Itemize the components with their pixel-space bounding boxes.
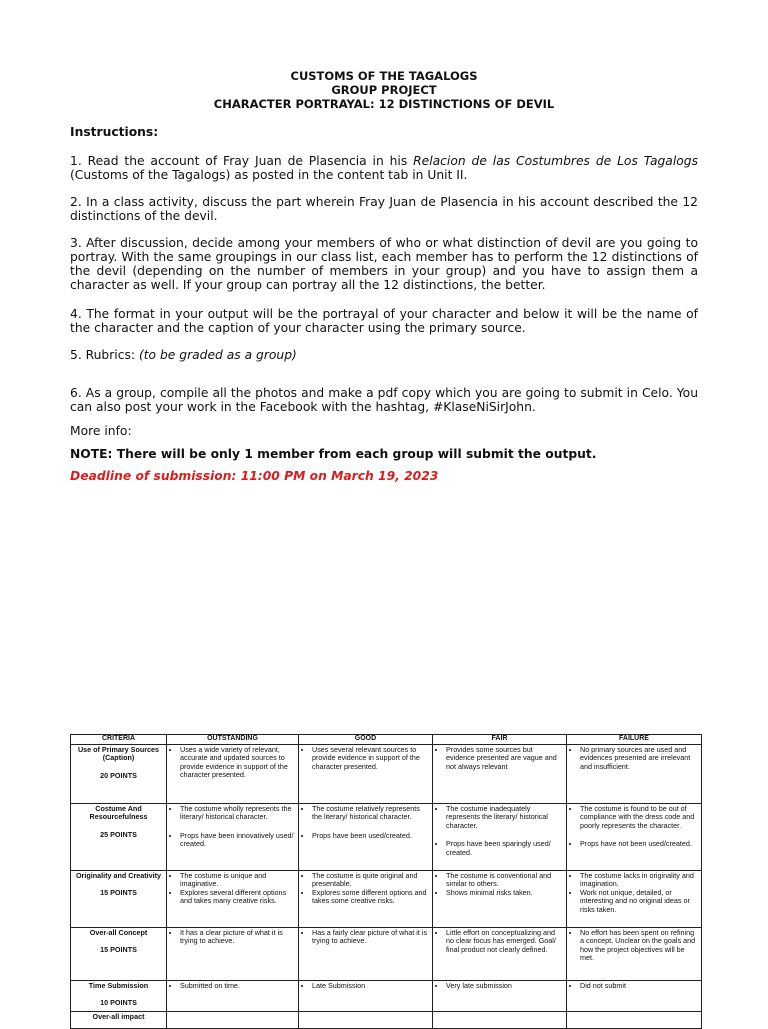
- criteria-cell: [71, 980, 167, 1011]
- fair-list: [436, 929, 563, 955]
- rubric-bullet: • Props have been used/created.: [312, 832, 429, 841]
- criteria-cell: [71, 927, 167, 980]
- criteria-points: 10 POINTS: [100, 998, 137, 1008]
- outstanding-list: [170, 746, 295, 780]
- instruction-1: [70, 154, 698, 182]
- fair-cell: [433, 803, 567, 870]
- fair-list: [436, 872, 563, 898]
- instruction-6: 6. As a group, compile all the photos and make a pdf copy which you are going to submit in Celo. You can also post your work in the Facebook with the hashtag, #KlaseNiSirJohn.: [70, 386, 698, 414]
- criteria-name: Costume And Resourcefulness: [89, 803, 148, 822]
- header-failure: FAILURE: [567, 735, 702, 745]
- header-criteria: CRITERIA: [71, 735, 167, 745]
- note: NOTE: There will be only 1 member from each group will submit the output.: [70, 447, 597, 461]
- rubric-row: [71, 1011, 702, 1028]
- good-cell: [299, 980, 433, 1011]
- criteria-points: 20 POINTS: [100, 770, 137, 780]
- deadline: Deadline of submission: 11:00 PM on March 19, 2023: [70, 469, 439, 483]
- criteria-cell: [71, 744, 167, 803]
- rubric-bullet: • No effort has been spent on refining a concept. Unclear on the goals and how the project objectives will be met.: [580, 929, 698, 963]
- good-list: [302, 982, 429, 991]
- rubric-bullet: • The costume is found to be out of compliance with the dress code and poorly represents the character.: [580, 805, 698, 831]
- rubric-bullet: • The costume wholly represents the literary/ historical character.: [180, 805, 295, 822]
- failure-cell: [567, 1011, 702, 1028]
- rubric-bullet: • Uses a wide variety of relevant, accurate and updated sources to provide evidence in support of the character presented.: [180, 746, 295, 780]
- rubric-bullet: • Submitted on time.: [180, 982, 295, 991]
- criteria-name: Originality and Creativity: [75, 870, 162, 880]
- good-cell: [299, 803, 433, 870]
- criteria-points: 25 POINTS: [100, 829, 137, 839]
- criteria-name: Time Submission: [88, 980, 149, 990]
- outstanding-list: [170, 982, 295, 991]
- outstanding-list: [170, 872, 295, 906]
- good-list: [302, 746, 429, 772]
- rubric-bullet: • The costume inadequately represents the literary/ historical character.: [446, 805, 563, 831]
- doc-title: CUSTOMS OF THE TAGALOGS: [290, 69, 478, 83]
- criteria-cell: [71, 1011, 167, 1028]
- fair-cell: [433, 744, 567, 803]
- failure-list: [570, 982, 698, 991]
- header-good: GOOD: [299, 735, 433, 745]
- instruction-5-note: (to be graded as a group): [138, 348, 297, 362]
- instruction-1-text-a: 1. Read the account of Fray Juan de Plasencia in his: [70, 154, 414, 168]
- rubric-header-row: [71, 735, 702, 745]
- rubric-table: [70, 734, 702, 1029]
- outstanding-cell: [167, 870, 299, 927]
- failure-list: [570, 746, 698, 772]
- good-cell: [299, 1011, 433, 1028]
- rubric-bullet: • The costume relatively represents the literary/ historical character.: [312, 805, 429, 822]
- instruction-4: 4. The format in your output will be the portrayal of your character and below it will be the name of the character and the caption of your character using the primary source.: [70, 307, 698, 335]
- rubric-row: [71, 980, 702, 1011]
- rubric-bullet: • Props have not been used/created.: [580, 840, 698, 849]
- failure-cell: [567, 870, 702, 927]
- rubric-bullet: • Work not unique, detailed, or interesting and no original ideas or risks taken.: [580, 889, 698, 915]
- instructions-label: Instructions:: [70, 125, 159, 139]
- outstanding-list: [170, 929, 295, 946]
- failure-cell: [567, 927, 702, 980]
- fair-cell: [433, 1011, 567, 1028]
- rubric-bullet: • Little effort on conceptualizing and no clear focus has emerged. Goal/ final product not clearly defined.: [446, 929, 563, 955]
- rubric-bullet: • Uses several relevant sources to provide evidence in support of the character presented.: [312, 746, 429, 772]
- instruction-3: 3. After discussion, decide among your members of who or what distinction of devil are you going to portray. With the same groupings in our class list, each member has to perform the 12 distinctions of the devil (depending on the number of members in your group) and you have to assign them a character as well. If your group can portray all the 12 distinctions, the better.: [70, 236, 698, 292]
- rubric-bullet: • Did not submit: [580, 982, 698, 991]
- outstanding-cell: [167, 927, 299, 980]
- rubric-bullet: • Props have been innovatively used/ created.: [180, 832, 295, 849]
- instruction-5-text: 5. Rubrics:: [70, 348, 139, 362]
- fair-cell: [433, 927, 567, 980]
- good-list: [302, 872, 429, 906]
- good-list: [302, 805, 429, 841]
- rubric-row: [71, 870, 702, 927]
- header-outstanding: OUTSTANDING: [167, 735, 299, 745]
- rubric-bullet: • Late Submission: [312, 982, 429, 991]
- instruction-2: 2. In a class activity, discuss the part wherein Fray Juan de Plasencia in his account described the 12 distinctions of the devil.: [70, 195, 698, 223]
- fair-cell: [433, 870, 567, 927]
- criteria-points: 15 POINTS: [100, 888, 137, 898]
- rubric-bullet: • Explores some different options and takes some creative risks.: [312, 889, 429, 906]
- criteria-name: Over-all Concept: [89, 927, 148, 937]
- rubric-bullet: • Shows minimal risks taken.: [446, 889, 563, 898]
- criteria-cell: [71, 803, 167, 870]
- outstanding-cell: [167, 980, 299, 1011]
- more-info: More info:: [70, 424, 132, 438]
- rubric-bullet: • Provides some sources but evidence presented are vague and not always relevant: [446, 746, 563, 772]
- good-cell: [299, 744, 433, 803]
- outstanding-cell: [167, 1011, 299, 1028]
- failure-cell: [567, 980, 702, 1011]
- good-list: [302, 929, 429, 946]
- good-cell: [299, 870, 433, 927]
- criteria-cell: [71, 870, 167, 927]
- criteria-points: 15 POINTS: [100, 945, 137, 955]
- instruction-1-text-c: (Customs of the Tagalogs) as posted in the content tab in Unit II.: [70, 168, 468, 182]
- outstanding-cell: [167, 744, 299, 803]
- failure-list: [570, 805, 698, 849]
- doc-subtitle: GROUP PROJECT: [331, 83, 437, 97]
- criteria-name: Use of Primary Sources (Caption): [77, 744, 160, 763]
- failure-list: [570, 929, 698, 963]
- rubric-bullet: • It has a clear picture of what it is trying to achieve.: [180, 929, 295, 946]
- rubric-bullet: • The costume is unique and imaginative.: [180, 872, 295, 889]
- outstanding-cell: [167, 803, 299, 870]
- rubric-bullet: • No primary sources are used and evidences presented are irrelevant and insufficient.: [580, 746, 698, 772]
- failure-list: [570, 872, 698, 915]
- failure-cell: [567, 744, 702, 803]
- instruction-1-book-title: Relacion de las Costumbres de Los Tagalogs: [413, 154, 698, 168]
- rubric-row: [71, 927, 702, 980]
- outstanding-list: [170, 805, 295, 849]
- fair-list: [436, 982, 563, 991]
- fair-list: [436, 746, 563, 772]
- header-fair: FAIR: [433, 735, 567, 745]
- rubric-bullet: • The costume lacks in originality and imagination.: [580, 872, 698, 889]
- rubric-bullet: • Has a fairly clear picture of what it is trying to achieve.: [312, 929, 429, 946]
- doc-heading: CHARACTER PORTRAYAL: 12 DISTINCTIONS OF DEVIL: [213, 97, 555, 111]
- rubric-bullet: • Props have been sparingly used/ created.: [446, 840, 563, 857]
- criteria-name: Over-all impact: [92, 1011, 145, 1021]
- fair-cell: [433, 980, 567, 1011]
- instruction-5: [70, 348, 698, 362]
- rubric-bullet: • The costume is quite original and presentable.: [312, 872, 429, 889]
- rubric-row: [71, 803, 702, 870]
- rubric-row: [71, 744, 702, 803]
- fair-list: [436, 805, 563, 858]
- good-cell: [299, 927, 433, 980]
- rubric-bullet: • Explores several different options and takes many creative risks.: [180, 889, 295, 906]
- rubric-bullet: • Very late submission: [446, 982, 563, 991]
- failure-cell: [567, 803, 702, 870]
- rubric-bullet: • The costume is conventional and similar to others.: [446, 872, 563, 889]
